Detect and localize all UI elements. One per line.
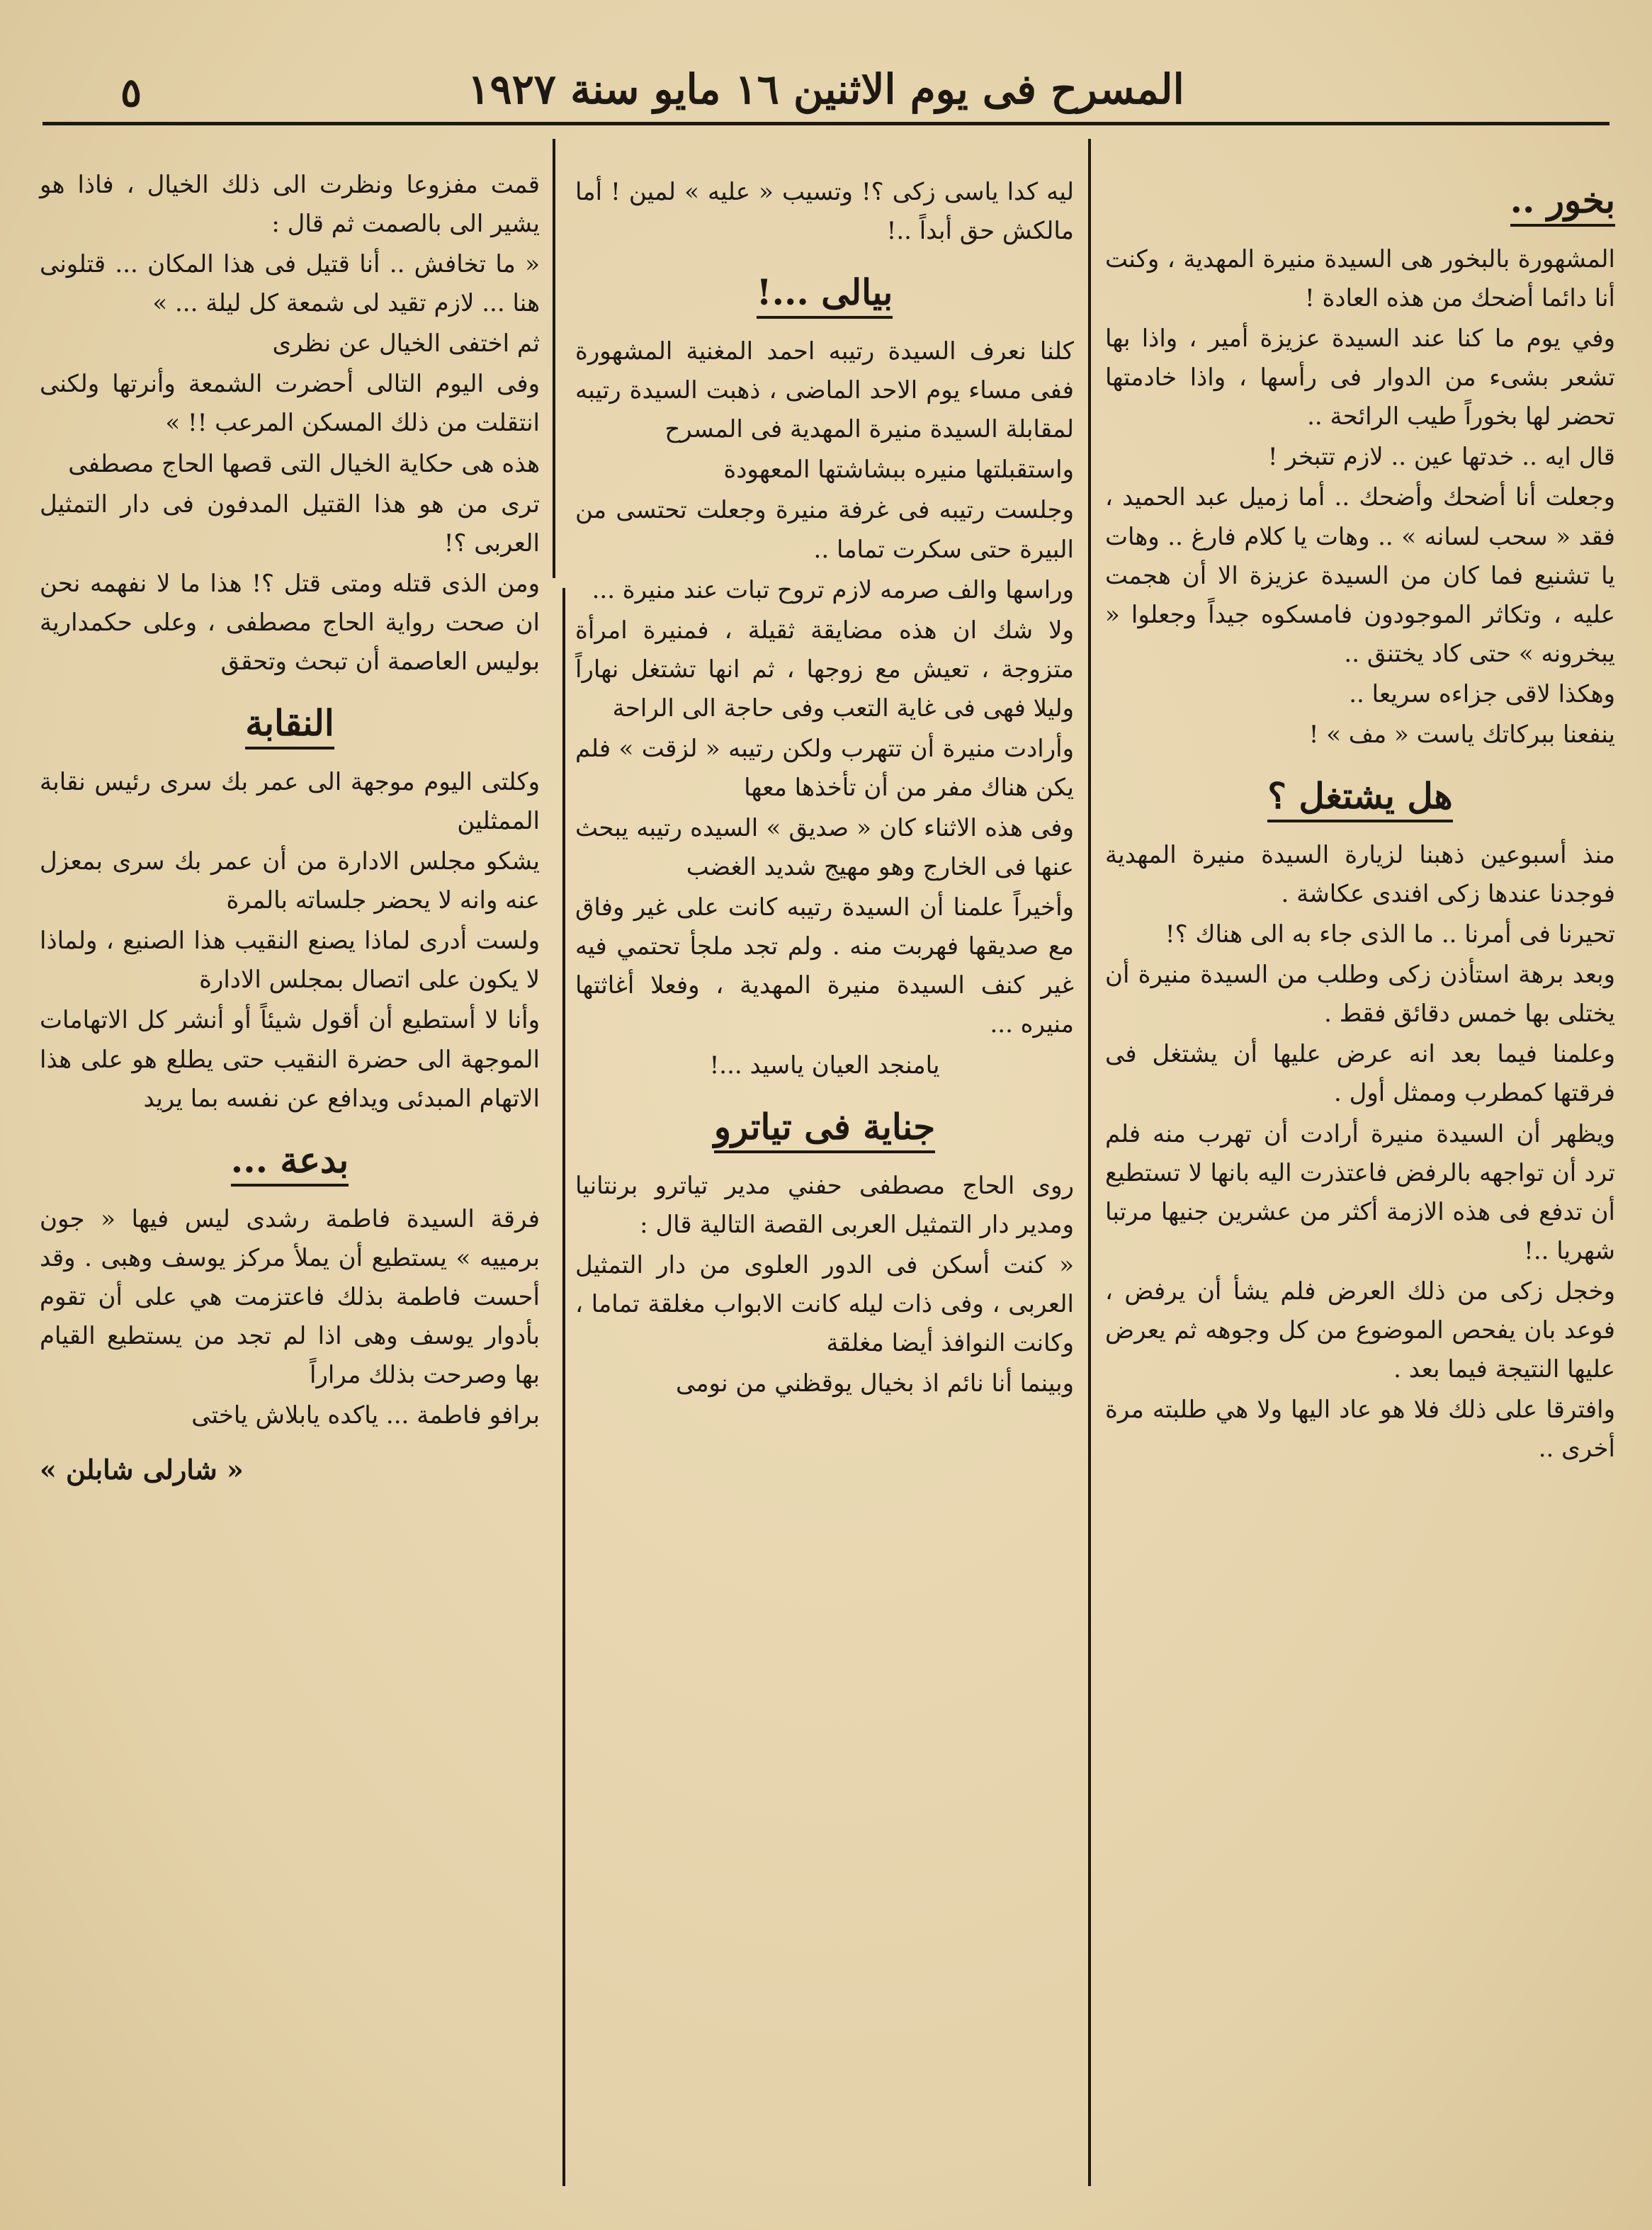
paragraph: وعلمنا فيما بعد انه عرض عليها أن يشتغل فى فرقتها كمطرب وممثل أول . bbox=[1105, 1040, 1615, 1108]
article-heading-work: هل يشتغل ؟ bbox=[1105, 773, 1615, 819]
article-heading-bukhur: بخور .. bbox=[1105, 177, 1615, 223]
paragraph: وفى اليوم التالى أحضرت الشمعة وأنرتها ولكنى انتقلت من ذلك المسكن المرعب !! » bbox=[40, 370, 540, 438]
paragraph: وبعد برهة استأذن زكى وطلب من السيدة منيرة أن يختلى بها خمس دقائق فقط . bbox=[1105, 961, 1615, 1029]
masthead-rule bbox=[43, 122, 1609, 125]
paragraph: يامنجد العيان ياسيد ...! bbox=[709, 1051, 940, 1080]
paragraph: هذه هى حكاية الخيال التى قصها الحاج مصطفى bbox=[68, 449, 540, 478]
paragraph: قال ايه .. خدتها عين .. لازم تتبخر ! bbox=[1267, 443, 1615, 472]
paragraph: وكلتى اليوم موجهة الى عمر بك سرى رئيس نقابة الممثلين bbox=[40, 768, 540, 836]
paragraph: تحيرنا فى أمرنا .. ما الذى جاء به الى هناك ؟! bbox=[1165, 920, 1615, 949]
paragraph: وبينما أنا نائم اذ بخيال يوقظني من نومى bbox=[675, 1369, 1074, 1398]
paragraph: المشهورة بالبخور هى السيدة منيرة المهدية ، وكنت أنا دائما أضحك من هذه العادة ! bbox=[1105, 245, 1615, 313]
article-heading-syndicate: النقابة bbox=[40, 700, 540, 746]
paragraph: ترى من هو هذا القتيل المدفون فى دار التمثيل العربى ؟! bbox=[40, 489, 540, 558]
paragraph: وخجل زكى من ذلك العرض فلم يشأ أن يرفض ، فوعد بان يفحص الموضوع من كل وجوهه ثم يعرض عليها النتيجة فيما بعد . bbox=[1105, 1277, 1615, 1384]
column-divider-left-bottom bbox=[562, 588, 565, 2186]
paragraph: وأنا لا أستطيع أن أقول شيئاً أو أنشر كل الاتهامات الموجهة الى حضرة النقيب حتى يطلع هو على هذا الاتهام المبدئى ويدافع عن نفسه بما يريد bbox=[40, 1006, 540, 1113]
author-signature: « شارلى شابلن » bbox=[40, 1454, 244, 1486]
column-right bbox=[1105, 149, 1615, 1468]
masthead-title: المسرح فى يوم الاثنين ١٦ مايو سنة ١٩٢٧ bbox=[468, 65, 1184, 113]
paragraph: وأخيراً علمنا أن السيدة رتيبه كانت على غير وفاق مع صديقها فهربت منه . ولم تجد ملجأ تحتمي فيه غير كنف السيدة منيرة المهدية ، وفعلا أغاثتها منيره ... bbox=[575, 893, 1074, 1039]
paragraph: ومن الذى قتله ومتى قتل ؟! هذا ما لا نفهمه نحن ان صحت رواية الحاج مصطفى ، وعلى حكمدارية بوليس العاصمة أن تبحث وتحقق bbox=[40, 569, 540, 676]
paragraph: يشكو مجلس الادارة من أن عمر بك سرى بمعزل عنه وانه لا يحضر جلساته بالمرة bbox=[40, 847, 540, 915]
paragraph: ولست أدرى لماذا يصنع النقيب هذا الصنيع ، ولماذا لا يكون على اتصال بمجلس الادارة bbox=[40, 927, 540, 995]
paragraph: وفى هذه الاثناء كان « صديق » السيده رتيبه يبحث عنها فى الخارج وهو مهيج شديد الغضب bbox=[575, 814, 1074, 882]
column-middle bbox=[575, 149, 1074, 1403]
article-heading-bali: بيالى ...! bbox=[575, 269, 1074, 315]
column-left bbox=[40, 149, 540, 1485]
paragraph: برافو فاطمة ... ياكده يابلاش ياختى bbox=[191, 1401, 540, 1430]
paragraph: ينفعنا ببركاتك ياست « مف » ! bbox=[1308, 720, 1615, 749]
paragraph: وجلست رتيبه فى غرفة منيرة وجعلت تحتسى من البيرة حتى سكرت تماما .. bbox=[575, 496, 1074, 564]
paragraph: واستقبلتها منيره ببشاشتها المعهودة bbox=[723, 455, 1074, 485]
column-divider-left-top bbox=[553, 139, 555, 578]
paragraph: وافترقا على ذلك فلا هو عاد اليها ولا هي طلبته مرة أخرى .. bbox=[1105, 1396, 1615, 1464]
paragraph: « ما تخافش .. أنا قتيل فى هذا المكان ... قتلونى هنا ... لازم تقيد لى شمعة كل ليلة ... » bbox=[40, 250, 540, 318]
paragraph: « كنت أسكن فى الدور العلوى من دار التمثيل العربى ، وفى ذات ليله كانت الابواب مغلقة تماما ، وكانت النوافذ أيضا مغلقة bbox=[575, 1250, 1074, 1357]
article-heading-crime: جناية فى تياترو bbox=[575, 1104, 1074, 1150]
paragraph: وأرادت منيرة أن تتهرب ولكن رتيبه « لزقت » فلم يكن هناك مفر من أن تأخذها معها bbox=[575, 734, 1075, 803]
paragraph: وفي يوم ما كنا عند السيدة عزيزة أمير ، واذا بها تشعر بشىء من الدوار فى رأسها ، واذا خادمتها تحضر لها بخوراً طيب الرائحة .. bbox=[1105, 324, 1615, 431]
page-number: ٥ bbox=[120, 69, 142, 116]
paragraph: قمت مفزوعا ونظرت الى ذلك الخيال ، فاذا هو يشير الى بالصمت ثم قال : bbox=[40, 171, 540, 239]
masthead bbox=[43, 65, 1609, 129]
paragraph: وجعلت أنا أضحك وأضحك .. أما زميل عبد الحميد ، فقد « سحب لسانه » .. وهات يا كلام فارغ .. وهات يا تشنيع فما كان من السيدة عزيزة الا أن هجمت عليه ، وتكاثر الموجودون فامسكوه جيداً وجعلوا « يبخرونه » حتى كاد يختنق .. bbox=[1105, 483, 1616, 668]
paragraph: روى الحاج مصطفى حفني مدير تياترو برنتانيا ومدير دار التمثيل العربى القصة التالية قال : bbox=[575, 1171, 1074, 1239]
paragraph: ثم اختفى الخيال عن نظرى bbox=[272, 329, 540, 358]
paragraph: فرقة السيدة فاطمة رشدى ليس فيها « جون برمييه » يستطيع أن يملأ مركز يوسف وهبى . وقد أحست فاطمة بذلك فاعتزمت هي على أن تقوم بأدوار يوسف وهى اذا لم تجد من يستطيع القيام بها وصرحت بذلك مراراً bbox=[40, 1204, 540, 1390]
paragraph: وهكذا لاقى جزاءه سريعا .. bbox=[1349, 679, 1615, 708]
paragraph: ويظهر أن السيدة منيرة أرادت أن تهرب منه فلم ترد أن تواجهه بالرفض فاعتذرت اليه بانها لا تستطيع أن تدفع فى هذه الازمة أكثر من عشرين جنيها مرتبا شهريا ..! bbox=[1105, 1119, 1615, 1265]
paragraph: منذ أسبوعين ذهبنا لزيارة السيدة منيرة المهدية فوجدنا عندها زكى افندى عكاشة . bbox=[1105, 841, 1615, 909]
paragraph: ليه كدا ياسى زكى ؟! وتسيب « عليه » لمين ! أما مالكش حق أبداً ..! bbox=[575, 178, 1074, 246]
paragraph: كلنا نعرف السيدة رتيبه احمد المغنية المشهورة ففى مساء يوم الاحد الماضى ، ذهبت السيدة رتيبه لمقابلة السيدة منيرة المهدية فى المسرح bbox=[575, 337, 1074, 444]
paragraph: وراسها والف صرمه لازم تروح تبات عند منيرة ... bbox=[592, 575, 1074, 604]
column-divider-right bbox=[1088, 139, 1091, 2186]
article-heading-innovation: بدعة ... bbox=[40, 1137, 540, 1183]
paragraph: ولا شك ان هذه مضايقة ثقيلة ، فمنيرة امرأة متزوجة ، تعيش مع زوجها ، ثم انها تشتغل نهاراً وليلا فهى فى غاية التعب وفى حاجة الى الراحة bbox=[575, 616, 1074, 723]
